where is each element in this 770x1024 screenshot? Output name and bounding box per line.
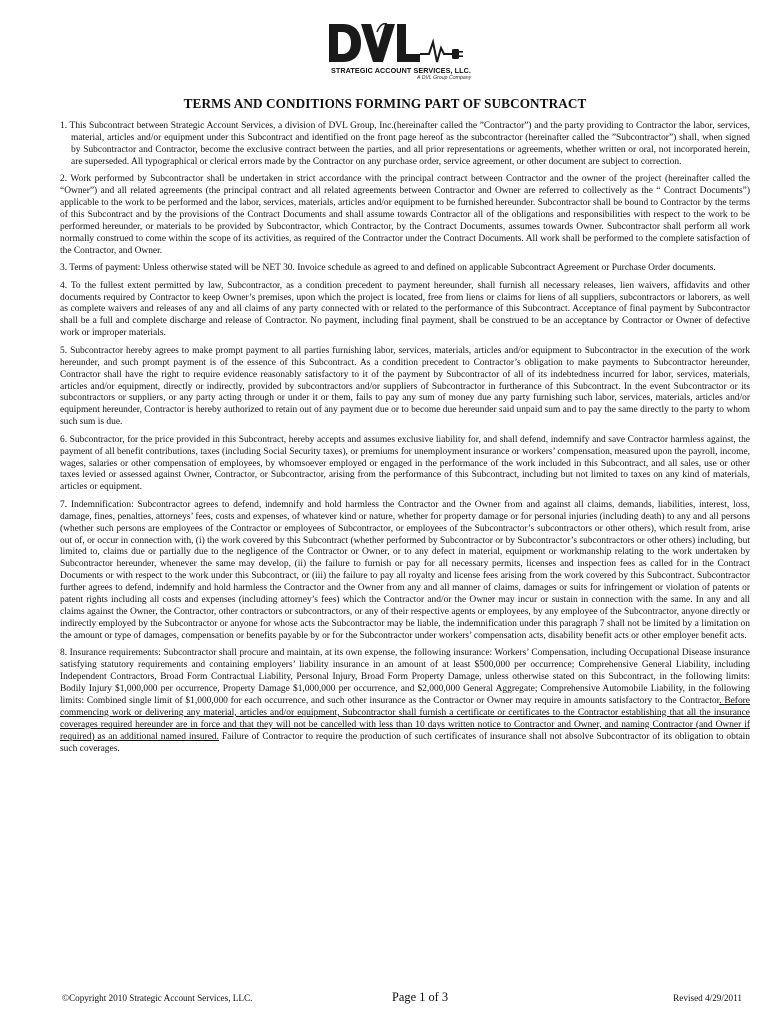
page-footer [62,990,742,1008]
clause-8 [60,648,750,755]
clause-4: 4. To the fullest extent permitted by law, Subcontractor, as a condition precedent to payment hereunder, shall furnish all necessary releases, lien waivers, affidavits and other documents required by Contractor to keep Owner’s premises, upon which the project is located, free from liens or claims for liens of all suppliers, subcontractors or laborers, as well as complete waivers and releases of any and all claims of any party connected with or related to the performance of this Subcontract. Acceptance of final payment by Subcontractor shall be a full and complete discharge and release of Contractor. No payment, including final payment, shall be construed to be an acceptance by Contractor or Owner of defective work or improper materials. [60,280,750,339]
clause-5: 5. Subcontractor hereby agrees to make prompt payment to all parties furnishing labor, services, materials, articles and/or equipment to Subcontractor in the execution of the work hereunder, and such prompt payment is of the essence of this Subcontract. As a condition precedent to Contractor’s obligation to make payments to Subcontractor hereunder, Contractor shall have the right to require evidence reasonably satisfactory to it of the payment by Subcontractor of all of its indebtedness incurred for labor, services, materials, articles and/or equipment, directly or indirectly, provided by subcontractors and/or suppliers of Subcontractor in furtherance of this Subcontract. In the event Subcontractor or its subcontractors or suppliers, or any party acting through or under it or them, fails to pay any sum of money due any party furnishing such labor, services, materials, articles and/or equipment hereunder, Contractor is hereby authorized to retain out of any payment due or to become due hereunder said unpaid sum and to pay the same directly to the party to whom such sum is due. [60,345,750,428]
logo-company-name: STRATEGIC ACCOUNT SERVICES, LLC. [331,66,472,75]
clause-6: 6. Subcontractor, for the price provided in this Subcontract, hereby accepts and assumes exclusive liability for, and shall defend, indemnify and save Contractor harmless against, the payment of all benefit contributions, taxes (including Social Security taxes), or premiums for unemployment insurance or workers’ compensation, measured upon the payroll, income, wages, salaries or other compensation of employees, by whomsoever employed or engaged in the performance of the work included in this Subcontract, and all sales, use or other taxes levied or assessed against Owner, Contractor, or Subcontractor, arising from the performance of this Subcontract, including but not limited to taxes on any kind of materials, articles or equipment. [60,434,750,493]
clause-8-part-a: 8. Insurance requirements: Subcontractor shall procure and maintain, at its own expense, the following insurance: Workers’ Compensation, including Occupational Disease insurance satisfying statutory requirements and containing employers’ liability insurance in an amount of at least $500,000 per occurrence; Comprehensive General Liability, including Independent Contractors, Broad Form Contractual Liability, Personal Injury, Broad Form Property Damage, unless otherwise stated on this Subcontract, in the following limits: Bodily Injury $1,000,000 per occurrence, Property Damage $1,000,000 per occurrence, and $2,000,000 General Aggregate; Comprehensive Automobile Liability, in the following limits: Combined single limit of $1,000,000 for each occurrence, and such other insurance as the Contractor or Owner may require in amounts satisfactory to the Contractor [60,648,750,706]
clause-1: 1. This Subcontract between Strategic Account Services, a division of DVL Group, Inc.(hereinafter called the ”Contractor”) and the party providing to Contractor the labor, services, material, articles and/or equipment under this Subcontract and identified on the front page hereof as the subcontractor (hereinafter called the ”Subcontractor”) shall, when signed by Subcontractor and Contractor, become the exclusive contract between the parties, and all prior representations or agreements, whether written or oral, not incorporated herein, are superseded. All typographical or clerical errors made by the Contractor on any purchase order, service agreement, or other document are subject to correction. [60,121,750,167]
company-logo [325,18,472,90]
page-of: of [425,990,442,1004]
revision-date: Revised 4/29/2011 [673,993,742,1003]
document-body [60,121,750,761]
clause-8-underlined-text: . Before commencing work or delivering any material, articles and/or equipment, Subcontractor shall furnish a certificate or certificates to the Contractor establishing that all the insurance coverages required hereunder are in force and that they will not be cancelled with less than 10 days written notice to Contractor and Owner, and naming Contractor (and Owner if required) as an additional named insured. [60,695,750,742]
page-current: 1 [419,990,426,1004]
page-total: 3 [441,990,449,1004]
document-title: TERMS AND CONDITIONS FORMING PART OF SUBCONTRACT [183,96,587,111]
clause-8-part-c: Failure of Contractor to require the production of such certificates of insurance shall not absolve Subcontractor of its obligation to obtain such coverages. [60,731,750,754]
clause-3: 3. Terms of payment: Unless otherwise stated will be NET 30. Invoice schedule as agreed to and defined on applicable Subcontract Agreement or Purchase Order documents. [60,263,716,274]
clause-2: 2. Work performed by Subcontractor shall be undertaken in strict accordance with the principal contract between Contractor and the owner of the project (hereinafter called the “Owner”) and all related agreements (the principal contract and all related agreements between Contractor and Owner are referred to collectively as the “ Contract Documents”) applicable to the work to be performed and the labor, services, materials, articles and/or equipment to be furnished hereunder. Subcontractor shall be bound to Contractor by the terms of this Subcontract and by the provisions of the Contract Documents and shall assume towards Contractor all of the obligations and responsibilities with respect to the work to be performed hereunder, or materials to be provided by Subcontractor, which Contractor, by the Contract Documents, assumes towards Owner. Subcontractor shall perform all work normally construed to come within the scope of its activities, as required of the Contractor under the Contract Documents. All work shall be performed to the complete satisfaction of the Contractor, and Owner. [60,174,750,256]
copyright-notice: ©Copyright 2010 Strategic Account Services, LLC. [62,993,253,1003]
page-prefix: Page [392,990,420,1004]
logo-tagline: A DVL Group Company [417,75,472,81]
dvl-logo-mark-icon [325,18,465,68]
page-number [392,990,448,1005]
clause-7: 7. Indemnification: Subcontractor agrees to defend, indemnify and hold harmless the Contractor and the Owner from and against all claims, demands, liabilities, interest, loss, damage, fines, penalties, attorneys’ fees, costs and expenses, of whatever kind or nature, whether for property damage or for personal injuries (including death) to any and all persons (whether such persons are employees of the Contractor or employees of Subcontractor, or employees of the Subcontractor’s subcontractors or other others), which result from, arise out of, or occur in connection with, (i) the work covered by this Subcontract (whether performed by Subcontractor or by Subcontractor’s subcontractors or other others) including, but limited to, claims due or partially due to the negligence of the Contractor or Owner, or to any defect in material, equipment or workmanship relating to the work undertaken by Subcontractor hereunder, whenever the same may develop, (ii) the failure to furnish or pay for all necessary permits, licenses and inspection fees as called for in the Contract Documents or with respect to the work under this Subcontract, or (iii) the failure to pay all royalty and license fees arising from the work covered by this Subcontract. Subcontractor further agrees to defend, indemnify and hold harmless the Contractor and the Owner from any and all manner of claims, damages or suits for infringement or violation of patents or patent rights including all costs and expenses (including attorney’s fees) which the Contractor and/or the Owner may incur or sustain in connection with the same. In any and all claims against the Owner, the Contractor, other contractors or subcontractors, or any of their respective agents or employees, by any employee of the Subcontractor, anyone directly or indirectly employed by the Subcontractor or anyone for whose acts the Subcontractor may be liable, the indemnification under this paragraph 7 shall not be limited by a limitation on the amount or type of damages, compensation or benefits payable by or for the Subcontractor under workers’ compensation acts, disability benefit acts or other employer benefit acts. [60,499,750,641]
